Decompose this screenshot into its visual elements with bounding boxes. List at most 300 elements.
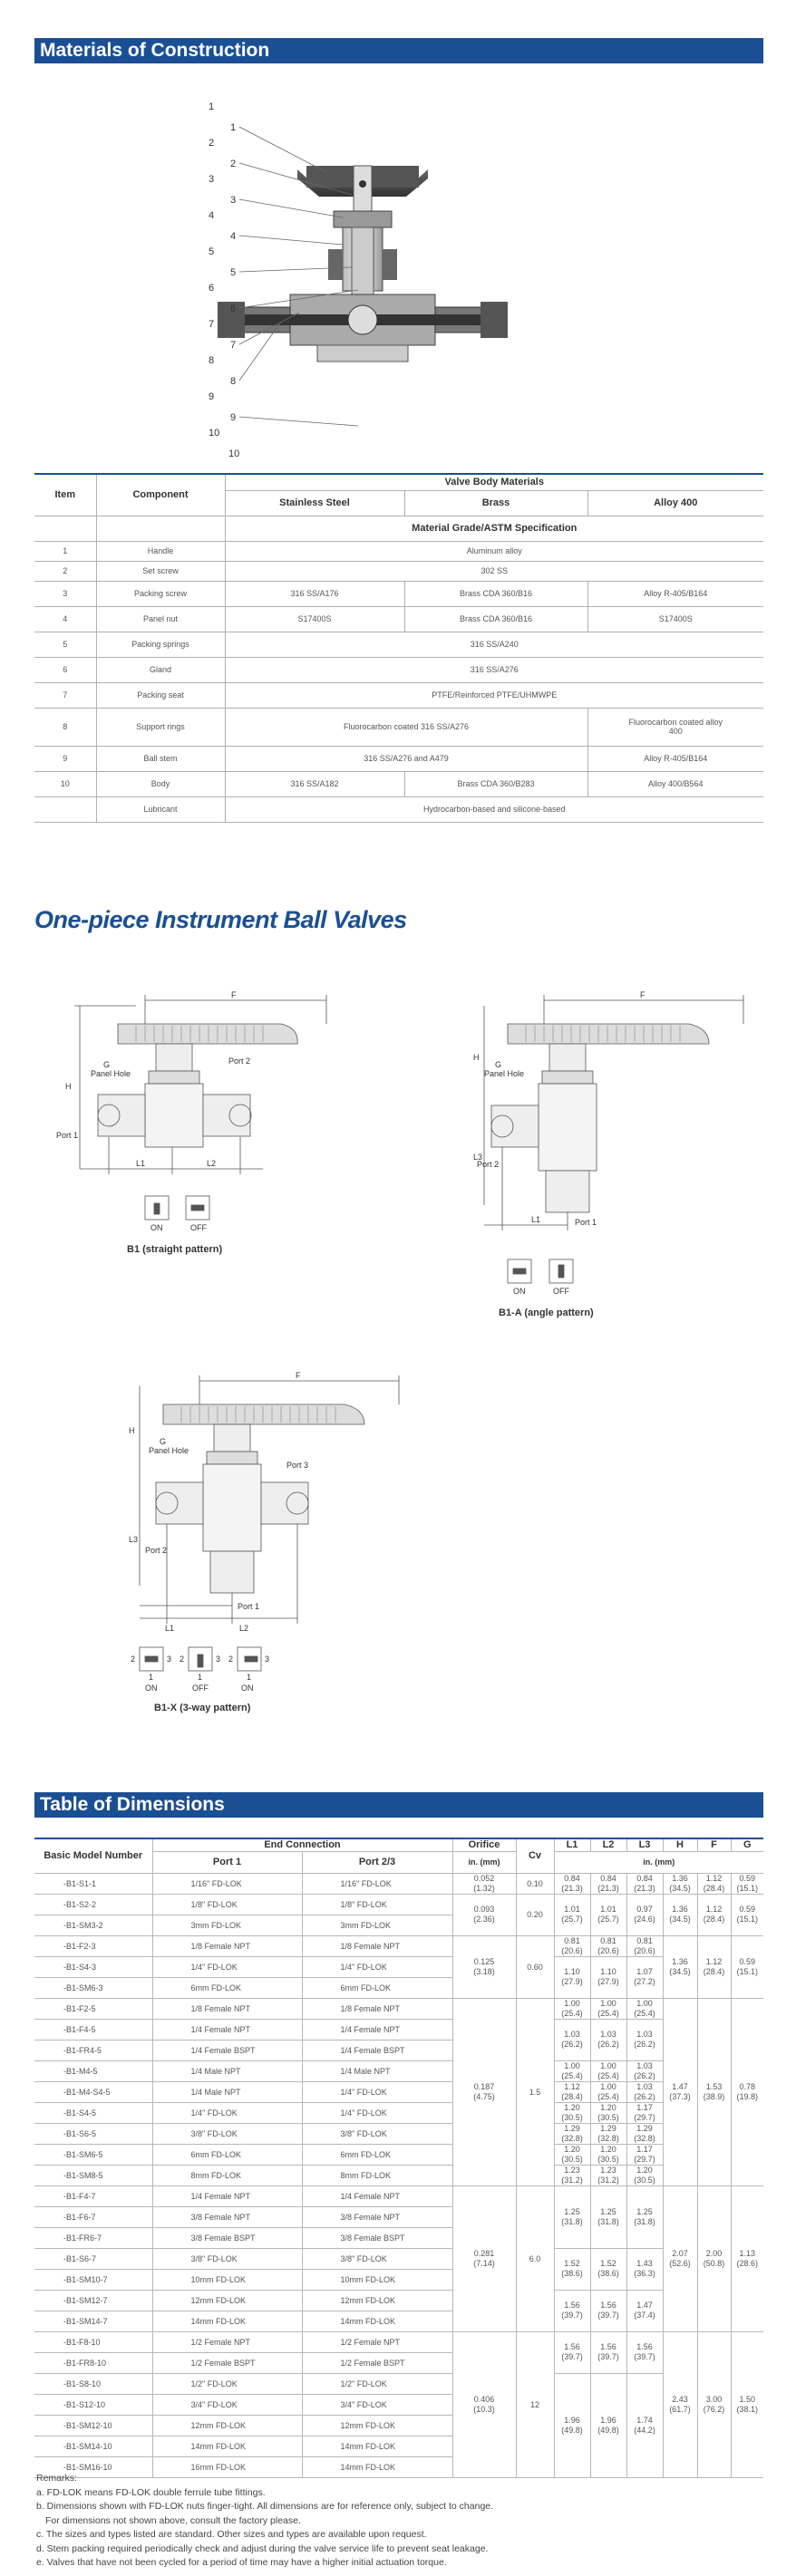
- port1-cell: 3/8" FD-LOK: [152, 2123, 302, 2144]
- port1-cell: 1/4 Female NPT: [152, 2185, 302, 2206]
- l3-cell: 1.56 (39.7): [626, 2331, 663, 2373]
- model-number-cell: -B1-SM10-7: [34, 2269, 152, 2290]
- b1x-num-2c: 2: [228, 1655, 234, 1664]
- materials-item-cell: 6: [34, 657, 96, 682]
- b1x-num-3b: 3: [216, 1655, 221, 1664]
- h-cell: 2.43 (61.7): [663, 2331, 697, 2477]
- b1x-label-on-a: ON: [145, 1684, 158, 1693]
- model-number-cell: -B1-S2-2: [34, 1894, 152, 1915]
- port1-cell: 10mm FD-LOK: [152, 2269, 302, 2290]
- b1x-num-3a: 3: [167, 1655, 172, 1664]
- f-cell: 1.12 (28.4): [697, 1935, 731, 1998]
- port23-cell: 12mm FD-LOK: [302, 2415, 452, 2436]
- port23-cell: 1/8 Female NPT: [302, 1935, 452, 1956]
- callout-10: 10: [209, 428, 220, 439]
- model-number-cell: -B1-S8-10: [34, 2373, 152, 2394]
- dimensions-row: [34, 1873, 763, 1894]
- model-number-cell: -B1-S12-10: [34, 2394, 152, 2415]
- b1x-num-1a: 1: [149, 1673, 154, 1682]
- dimensions-row: [34, 2123, 763, 2144]
- port23-cell: 3mm FD-LOK: [302, 1915, 452, 1935]
- model-number-cell: -B1-S4-3: [34, 1956, 152, 1977]
- materials-component-cell: Packing screw: [96, 581, 225, 606]
- materials-section-banner: [34, 38, 763, 63]
- col-brass: Brass: [404, 490, 587, 516]
- f-cell: 3.00 (76.2): [697, 2331, 731, 2477]
- l1-cell: 1.56 (39.7): [554, 2331, 590, 2373]
- b1a-label-h: H: [473, 1053, 480, 1062]
- model-number-cell: -B1-F2-3: [34, 1935, 152, 1956]
- l3-cell: 1.03 (26.2): [626, 2060, 663, 2081]
- g-cell: 0.59 (15.1): [731, 1894, 763, 1935]
- l2-cell: 1.96 (49.8): [590, 2373, 626, 2477]
- orifice-cell: 0.125 (3.18): [452, 1935, 516, 1998]
- materials-alloy-cell: Fluorocarbon coated alloy 400: [587, 708, 763, 746]
- dimensions-row: [34, 2144, 763, 2165]
- model-number-cell: -B1-F6-7: [34, 2206, 152, 2227]
- dimensions-row: [34, 1894, 763, 1915]
- callout-num-6: 6: [230, 304, 237, 314]
- l3-cell: 1.47 (37.4): [626, 2290, 663, 2331]
- materials-row: [34, 708, 763, 746]
- l1-cell: 1.25 (31.8): [554, 2185, 590, 2248]
- b1-label-port1: Port 1: [56, 1131, 79, 1140]
- callout-7: 7: [209, 319, 215, 330]
- b1x-label-on-b: ON: [241, 1684, 254, 1693]
- b1a-label-g: G: [495, 1060, 502, 1069]
- port23-cell: 1/4 Female BSPT: [302, 2040, 452, 2060]
- materials-all-cell: 302 SS: [225, 561, 763, 581]
- dim-col-l3: L3: [626, 1838, 663, 1851]
- b1x-num-2a: 2: [131, 1655, 136, 1664]
- b1x-label-l2: L2: [239, 1624, 249, 1633]
- model-number-cell: -B1-F2-5: [34, 1998, 152, 2019]
- callout-num-4: 4: [230, 231, 237, 242]
- f-cell: 1.53 (38.9): [697, 1998, 731, 2185]
- cv-cell: 0.60: [516, 1935, 554, 1998]
- dim-col-end: End Connection: [152, 1838, 452, 1851]
- port23-cell: 14mm FD-LOK: [302, 2456, 452, 2477]
- port23-cell: 3/8 Female NPT: [302, 2206, 452, 2227]
- port23-cell: 6mm FD-LOK: [302, 1977, 452, 1998]
- dim-col-g: G: [731, 1838, 763, 1851]
- l3-cell: 1.03 (26.2): [626, 2019, 663, 2060]
- model-number-cell: -B1-M4-5: [34, 2060, 152, 2081]
- g-cell: 1.50 (38.1): [731, 2331, 763, 2477]
- port23-cell: 1/4 Female NPT: [302, 2019, 452, 2040]
- b1a-angle-drawing: [471, 988, 762, 1341]
- dimensions-row: [34, 2185, 763, 2206]
- col-component: Component: [96, 474, 225, 516]
- dimensions-section-banner: [34, 1792, 763, 1818]
- l1-cell: 1.96 (49.8): [554, 2373, 590, 2477]
- callout-num-9: 9: [230, 412, 237, 423]
- g-cell: 0.59 (15.1): [731, 1935, 763, 1998]
- port1-cell: 3mm FD-LOK: [152, 1915, 302, 1935]
- materials-item-cell: 8: [34, 708, 96, 746]
- materials-alloy-cell: Alloy 400/B564: [587, 771, 763, 796]
- materials-all-cell: 316 SS/A276: [225, 657, 763, 682]
- b1x-label-h: H: [129, 1426, 135, 1435]
- port23-cell: 3/8" FD-LOK: [302, 2248, 452, 2269]
- port23-cell: 12mm FD-LOK: [302, 2290, 452, 2311]
- materials-item-cell: 7: [34, 682, 96, 708]
- callout-num-5: 5: [230, 267, 237, 278]
- l3-cell: 1.43 (36.3): [626, 2248, 663, 2290]
- g-cell: 0.59 (15.1): [731, 1873, 763, 1894]
- materials-component-cell: Packing springs: [96, 632, 225, 657]
- l1-cell: 1.52 (38.6): [554, 2248, 590, 2290]
- port23-cell: 14mm FD-LOK: [302, 2311, 452, 2331]
- l1-cell: 1.12 (28.4): [554, 2081, 590, 2102]
- l2-cell: 1.00 (25.4): [590, 2081, 626, 2102]
- dim-col-port1: Port 1: [152, 1851, 302, 1873]
- materials-row: [34, 746, 763, 771]
- l2-cell: 1.56 (39.7): [590, 2290, 626, 2331]
- materials-component-cell: Panel nut: [96, 606, 225, 632]
- materials-row: [34, 581, 763, 606]
- port1-cell: 1/2 Female NPT: [152, 2331, 302, 2352]
- col-alloy: Alloy 400: [587, 490, 763, 516]
- dim-col-model: Basic Model Number: [34, 1838, 152, 1873]
- col-spec: Material Grade/ASTM Specification: [225, 516, 763, 541]
- model-number-cell: -B1-FR6-7: [34, 2227, 152, 2248]
- b1x-label-g: G: [160, 1437, 167, 1446]
- l2-cell: 0.84 (21.3): [590, 1873, 626, 1894]
- materials-row: [34, 632, 763, 657]
- port1-cell: 3/8 Female NPT: [152, 2206, 302, 2227]
- port1-cell: 1/4 Male NPT: [152, 2081, 302, 2102]
- b1x-label-port2: Port 2: [145, 1546, 168, 1555]
- model-number-cell: -B1-SM12-7: [34, 2290, 152, 2311]
- b1a-caption: B1-A (angle pattern): [499, 1307, 594, 1318]
- l2-cell: 1.20 (30.5): [590, 2144, 626, 2165]
- model-number-cell: -B1-SM14-7: [34, 2311, 152, 2331]
- l1-cell: 1.20 (30.5): [554, 2144, 590, 2165]
- port1-cell: 1/8 Female NPT: [152, 1998, 302, 2019]
- callout-num-3: 3: [230, 195, 237, 206]
- b1x-label-f: F: [296, 1371, 301, 1380]
- dim-unit-orifice: in. (mm): [452, 1851, 516, 1873]
- port1-cell: 1/16" FD-LOK: [152, 1873, 302, 1894]
- b1x-label-port1: Port 1: [238, 1602, 260, 1611]
- port23-cell: 3/4" FD-LOK: [302, 2394, 452, 2415]
- port23-cell: 1/16" FD-LOK: [302, 1873, 452, 1894]
- callout-num-1: 1: [230, 122, 237, 133]
- b1a-label-off: OFF: [553, 1287, 569, 1296]
- materials-item-cell: 5: [34, 632, 96, 657]
- materials-item-cell: 4: [34, 606, 96, 632]
- dimensions-row: [34, 2331, 763, 2352]
- l2-cell: 1.03 (26.2): [590, 2019, 626, 2060]
- l2-cell: 1.56 (39.7): [590, 2331, 626, 2373]
- port1-cell: 1/2 Female BSPT: [152, 2352, 302, 2373]
- l3-cell: 1.03 (26.2): [626, 2081, 663, 2102]
- materials-rows: [34, 541, 763, 822]
- callout-5: 5: [209, 246, 215, 257]
- port23-cell: 1/4 Male NPT: [302, 2060, 452, 2081]
- materials-component-cell: Set screw: [96, 561, 225, 581]
- materials-alloy-cell: Alloy R-405/B164: [587, 581, 763, 606]
- remarks: [36, 2472, 493, 2571]
- dimensions-row: [34, 1956, 763, 1977]
- g-cell: 1.13 (28.6): [731, 2185, 763, 2331]
- dimensions-row: [34, 2248, 763, 2269]
- materials-brass-cell: Brass CDA 360/B16: [404, 606, 587, 632]
- dimensions-row: [34, 2102, 763, 2123]
- materials-all-cell: PTFE/Reinforced PTFE/UHMWPE: [225, 682, 763, 708]
- callout-4: 4: [209, 210, 215, 221]
- l3-cell: 0.97 (24.6): [626, 1894, 663, 1935]
- materials-ss-brass-cell: 316 SS/A276 and A479: [225, 746, 587, 771]
- dim-col-h: H: [663, 1838, 697, 1851]
- model-number-cell: -B1-FR4-5: [34, 2040, 152, 2060]
- materials-item-cell: 10: [34, 771, 96, 796]
- dimensions-row: [34, 2290, 763, 2311]
- b1-label-l1: L1: [136, 1159, 146, 1168]
- l3-cell: 1.17 (29.7): [626, 2102, 663, 2123]
- materials-item-cell: 1: [34, 541, 96, 561]
- model-number-cell: -B1-SM14-10: [34, 2436, 152, 2456]
- port1-cell: 8mm FD-LOK: [152, 2165, 302, 2185]
- port23-cell: 1/4" FD-LOK: [302, 2102, 452, 2123]
- port23-cell: 1/8" FD-LOK: [302, 1894, 452, 1915]
- callout-6: 6: [209, 283, 215, 294]
- callout-num-8: 8: [230, 376, 237, 387]
- l3-cell: 1.17 (29.7): [626, 2144, 663, 2165]
- materials-row: [34, 561, 763, 581]
- b1-straight-drawing: [54, 988, 345, 1287]
- model-number-cell: -B1-S4-5: [34, 2102, 152, 2123]
- cv-cell: 12: [516, 2331, 554, 2477]
- l1-cell: 1.20 (30.5): [554, 2102, 590, 2123]
- b1x-label-panel-hole: Panel Hole: [149, 1446, 189, 1455]
- b1-label-g: G: [103, 1060, 111, 1069]
- port1-cell: 14mm FD-LOK: [152, 2436, 302, 2456]
- b1a-label-l1: L1: [531, 1215, 541, 1224]
- model-number-cell: -B1-SM12-10: [34, 2415, 152, 2436]
- model-number-cell: -B1-S1-1: [34, 1873, 152, 1894]
- l1-cell: 0.81 (20.6): [554, 1935, 590, 1956]
- callout-1: 1: [209, 101, 215, 112]
- l2-cell: 1.00 (25.4): [590, 1998, 626, 2019]
- dimensions-row: [34, 2081, 763, 2102]
- materials-row: [34, 541, 763, 561]
- b1x-caption: B1-X (3-way pattern): [154, 1703, 251, 1713]
- materials-brass-cell: Brass CDA 360/B283: [404, 771, 587, 796]
- dimensions-row: [34, 2019, 763, 2040]
- port1-cell: 3/8 Female BSPT: [152, 2227, 302, 2248]
- b1x-label-port3: Port 3: [286, 1461, 309, 1470]
- cv-cell: 6.0: [516, 2185, 554, 2331]
- model-number-cell: -B1-S6-7: [34, 2248, 152, 2269]
- h-cell: 1.36 (34.5): [663, 1894, 697, 1935]
- dimensions-row: [34, 2060, 763, 2081]
- materials-item-cell: 2: [34, 561, 96, 581]
- port1-cell: 3/4" FD-LOK: [152, 2394, 302, 2415]
- f-cell: 2.00 (50.8): [697, 2185, 731, 2331]
- dim-col-port23: Port 2/3: [302, 1851, 452, 1873]
- b1x-num-1c: 1: [247, 1673, 252, 1682]
- b1a-label-on: ON: [513, 1287, 526, 1296]
- b1-label-off: OFF: [190, 1223, 207, 1232]
- b1-label-l2: L2: [207, 1159, 217, 1168]
- dim-col-cv: Cv: [516, 1838, 554, 1873]
- port23-cell: 1/2" FD-LOK: [302, 2373, 452, 2394]
- b1x-3way-drawing: [127, 1368, 417, 1749]
- materials-brass-cell: Brass CDA 360/B16: [404, 581, 587, 606]
- port23-cell: 1/4" FD-LOK: [302, 1956, 452, 1977]
- l3-cell: 0.81 (20.6): [626, 1935, 663, 1956]
- port1-cell: 16mm FD-LOK: [152, 2456, 302, 2477]
- remarks-title: Remarks:: [36, 2473, 77, 2484]
- ball-valves-title: One-piece Instrument Ball Valves: [34, 906, 407, 933]
- l2-cell: 1.01 (25.7): [590, 1894, 626, 1935]
- l1-cell: 1.03 (26.2): [554, 2019, 590, 2060]
- callout-8: 8: [209, 355, 215, 366]
- callout-9: 9: [209, 391, 215, 402]
- port23-cell: 8mm FD-LOK: [302, 2165, 452, 2185]
- l3-cell: 1.74 (44.2): [626, 2373, 663, 2477]
- l1-cell: 0.84 (21.3): [554, 1873, 590, 1894]
- materials-component-cell: Gland: [96, 657, 225, 682]
- dimensions-row: [34, 1998, 763, 2019]
- col-stainless: Stainless Steel: [225, 490, 404, 516]
- model-number-cell: -B1-SM8-5: [34, 2165, 152, 2185]
- b1x-num-2b: 2: [180, 1655, 185, 1664]
- f-cell: 1.12 (28.4): [697, 1894, 731, 1935]
- materials-alloy-cell: Alloy R-405/B164: [587, 746, 763, 771]
- col-item: Item: [34, 474, 96, 516]
- l2-cell: 1.25 (31.8): [590, 2185, 626, 2248]
- g-cell: 0.78 (19.8): [731, 1998, 763, 2185]
- port1-cell: 12mm FD-LOK: [152, 2290, 302, 2311]
- port23-cell: 3/8" FD-LOK: [302, 2123, 452, 2144]
- materials-component-cell: Lubricant: [96, 796, 225, 822]
- port1-cell: 1/4" FD-LOK: [152, 1956, 302, 1977]
- dim-col-orifice: Orifice: [452, 1838, 516, 1851]
- h-cell: 1.47 (37.3): [663, 1998, 697, 2185]
- callout-num-2: 2: [230, 159, 237, 169]
- remark-e: e. Valves that have not been cycled for a period of time may have a higher initial actuation torque.: [36, 2557, 447, 2568]
- materials-component-cell: Support rings: [96, 708, 225, 746]
- dim-col-l2: L2: [590, 1838, 626, 1851]
- remark-b: b. Dimensions shown with FD-LOK nuts finger-tight. All dimensions are for reference only, subject to change.: [36, 2501, 494, 2512]
- dimensions-row: [34, 1935, 763, 1956]
- model-number-cell: -B1-F4-7: [34, 2185, 152, 2206]
- dim-unit-lengths: in. (mm): [554, 1851, 763, 1873]
- callout-2: 2: [209, 138, 215, 149]
- l3-cell: 1.07 (27.2): [626, 1956, 663, 1998]
- l1-cell: 1.10 (27.9): [554, 1956, 590, 1998]
- materials-item-cell: [34, 796, 96, 822]
- b1-label-port2: Port 2: [228, 1056, 251, 1066]
- materials-ss-brass-cell: Fluorocarbon coated 316 SS/A276: [225, 708, 587, 746]
- model-number-cell: -B1-SM3-2: [34, 1915, 152, 1935]
- materials-ss-cell: S17400S: [225, 606, 404, 632]
- port23-cell: 6mm FD-LOK: [302, 2144, 452, 2165]
- cv-cell: 0.10: [516, 1873, 554, 1894]
- l2-cell: 1.52 (38.6): [590, 2248, 626, 2290]
- port1-cell: 1/4 Female NPT: [152, 2019, 302, 2040]
- b1x-num-3c: 3: [265, 1655, 270, 1664]
- l1-cell: 1.01 (25.7): [554, 1894, 590, 1935]
- dim-col-l1: L1: [554, 1838, 590, 1851]
- materials-section-title: Materials of Construction: [40, 40, 270, 61]
- port1-cell: 3/8" FD-LOK: [152, 2248, 302, 2269]
- l2-cell: 1.29 (32.8): [590, 2123, 626, 2144]
- l2-cell: 1.23 (31.2): [590, 2165, 626, 2185]
- materials-component-cell: Ball stem: [96, 746, 225, 771]
- b1-caption: B1 (straight pattern): [127, 1244, 223, 1255]
- b1x-label-l1: L1: [165, 1624, 175, 1633]
- port23-cell: 10mm FD-LOK: [302, 2269, 452, 2290]
- port1-cell: 1/8" FD-LOK: [152, 1894, 302, 1915]
- b1-label-panel-hole: Panel Hole: [91, 1069, 131, 1078]
- h-cell: 1.36 (34.5): [663, 1935, 697, 1998]
- dimensions-section-title: Table of Dimensions: [40, 1794, 225, 1815]
- callout-num-7: 7: [230, 340, 237, 351]
- l2-cell: 1.20 (30.5): [590, 2102, 626, 2123]
- port23-cell: 1/4" FD-LOK: [302, 2081, 452, 2102]
- dimensions-row: [34, 2373, 763, 2394]
- h-cell: 2.07 (52.6): [663, 2185, 697, 2331]
- l3-cell: 1.00 (25.4): [626, 1998, 663, 2019]
- dimensions-row: [34, 2165, 763, 2185]
- materials-all-cell: Aluminum alloy: [225, 541, 763, 561]
- callout-num-10: 10: [228, 449, 240, 459]
- l3-cell: 1.25 (31.8): [626, 2185, 663, 2248]
- model-number-cell: -B1-F8-10: [34, 2331, 152, 2352]
- l1-cell: 1.00 (25.4): [554, 1998, 590, 2019]
- l3-cell: 0.84 (21.3): [626, 1873, 663, 1894]
- remark-b-cont: For dimensions not shown above, consult the factory please.: [45, 2514, 301, 2526]
- b1x-label-l3: L3: [129, 1535, 139, 1544]
- materials-row: [34, 657, 763, 682]
- b1a-label-l3: L3: [473, 1153, 483, 1162]
- callout-number-column: [228, 116, 256, 460]
- port23-cell: 1/2 Female NPT: [302, 2331, 452, 2352]
- model-number-cell: -B1-SM6-5: [34, 2144, 152, 2165]
- port23-cell: 1/8 Female NPT: [302, 1998, 452, 2019]
- b1x-num-1b: 1: [198, 1673, 203, 1682]
- materials-component-cell: Body: [96, 771, 225, 796]
- port1-cell: 14mm FD-LOK: [152, 2311, 302, 2331]
- b1-label-on: ON: [150, 1223, 163, 1232]
- materials-ss-cell: 316 SS/A182: [225, 771, 404, 796]
- orifice-cell: 0.281 (7.14): [452, 2185, 516, 2331]
- port1-cell: 6mm FD-LOK: [152, 1977, 302, 1998]
- port23-cell: 1/4 Female NPT: [302, 2185, 452, 2206]
- cv-cell: 1.5: [516, 1998, 554, 2185]
- b1a-label-panel-hole: Panel Hole: [484, 1069, 525, 1078]
- model-number-cell: -B1-FR8-10: [34, 2352, 152, 2373]
- remark-a: a. FD-LOK means FD-LOK double ferrule tube fittings.: [36, 2486, 266, 2498]
- materials-component-cell: Packing seat: [96, 682, 225, 708]
- model-number-cell: -B1-M4-S4-5: [34, 2081, 152, 2102]
- dimensions-rows: [34, 1873, 763, 2477]
- col-valve-body: Valve Body Materials: [225, 474, 763, 490]
- orifice-cell: 0.052 (1.32): [452, 1873, 516, 1894]
- model-number-cell: -B1-F4-5: [34, 2019, 152, 2040]
- model-number-cell: -B1-SM16-10: [34, 2456, 152, 2477]
- l1-cell: 1.56 (39.7): [554, 2290, 590, 2331]
- b1-label-h: H: [65, 1082, 72, 1091]
- b1a-label-port2: Port 2: [477, 1160, 500, 1169]
- remark-d: d. Stem packing required periodically check and adjust during the valve service life to prevent seat leakage.: [36, 2542, 489, 2554]
- remark-c: c. The sizes and types listed are standard. Other sizes and types are available upon request.: [36, 2529, 427, 2540]
- port1-cell: 1/8 Female NPT: [152, 1935, 302, 1956]
